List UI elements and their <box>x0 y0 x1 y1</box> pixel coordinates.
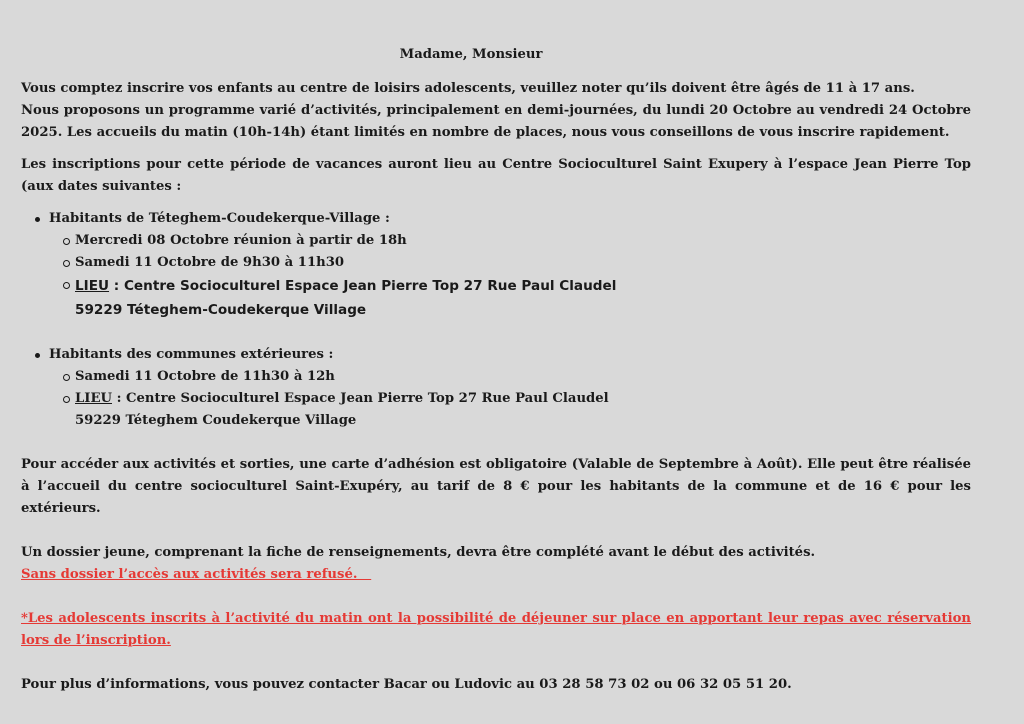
registration-groups-external <box>21 344 971 432</box>
group-external-title: Habitants des communes extérieures : <box>49 347 334 362</box>
lunch-note: *Les adolescents inscrits à l’activité du matin ont la possibilité de déjeuner sur place en apportant leur repas avec réservation lors de l’inscription. <box>21 611 971 648</box>
letter-page <box>21 44 971 696</box>
group-external <box>21 344 971 432</box>
group-external-city: 59229 Téteghem Coudekerque Village <box>75 413 357 428</box>
group-residents-city: 59229 Téteghem-Coudekerque Village <box>75 302 367 318</box>
registration-intro: Les inscriptions pour cette période de vacances auront lieu au Centre Socioculturel Saint Exupery à l’espace Jean Pierre Top (aux dates suivantes : <box>21 157 971 194</box>
group-residents <box>21 208 971 322</box>
group-residents-title: Habitants de Téteghem-Coudekerque-Village : <box>49 211 390 226</box>
intro-program: Nous proposons un programme varié d’activités, principalement en demi-journées, du lundi 20 Octobre au vendredi 24 Octobre 2025. Les accueils du matin (10h-14h) étant limités en nombre de places, nous vous conseillons de vous inscrire rapidement. <box>21 103 971 140</box>
greeting: Madame, Monsieur <box>399 47 543 62</box>
contact-info: Pour plus d’informations, vous pouvez contacter Bacar ou Ludovic au 03 28 58 73 02 ou 06 32 05 51 20. <box>21 677 792 692</box>
group-external-location <box>49 388 971 410</box>
intro-age-requirement: Vous comptez inscrire vos enfants au centre de loisirs adolescents, veuillez noter qu’ils doivent être âgés de 11 à 17 ans. <box>21 81 915 96</box>
location-label: LIEU <box>75 391 112 406</box>
location-address: : Centre Socioculturel Espace Jean Pierre Top 27 Rue Paul Claudel <box>112 391 609 406</box>
registration-groups <box>21 208 971 322</box>
dossier-warning: Sans dossier l’accès aux activités sera refusé. <box>21 567 372 582</box>
group-external-details <box>49 366 971 410</box>
group-residents-date-2: Samedi 11 Octobre de 9h30 à 11h30 <box>49 252 971 274</box>
group-residents-location <box>49 274 971 298</box>
membership-info: Pour accéder aux activités et sorties, une carte d’adhésion est obligatoire (Valable de Septembre à Août). Elle peut être réalisée à l’accueil du centre socioculturel Saint-Exupéry, au tarif de 8 € pour les habitants de la commune et de 16 € pour les extérieurs. <box>21 457 971 516</box>
location-address: : Centre Socioculturel Espace Jean Pierre Top 27 Rue Paul Claudel <box>109 278 617 294</box>
group-residents-details <box>49 230 971 298</box>
group-external-date-1: Samedi 11 Octobre de 11h30 à 12h <box>49 366 971 388</box>
group-residents-date-1: Mercredi 08 Octobre réunion à partir de 18h <box>49 230 971 252</box>
location-label: LIEU <box>75 278 110 294</box>
dossier-info: Un dossier jeune, comprenant la fiche de renseignements, devra être complété avant le début des activités. <box>21 545 816 560</box>
